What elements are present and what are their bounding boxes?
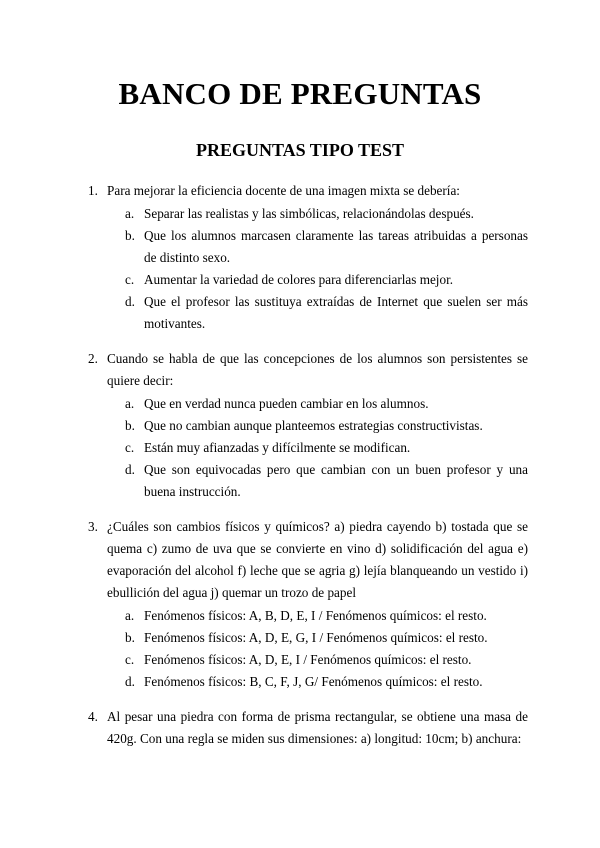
option-text: Que el profesor las sustituya extraídas de Internet que suelen ser más motivantes. (144, 294, 528, 331)
option-letter: b. (125, 228, 135, 243)
option-letter: d. (125, 294, 135, 309)
option-letter: d. (125, 462, 135, 477)
option-text: Aumentar la variedad de colores para diferenciarlas mejor. (144, 272, 454, 287)
option-text: Fenómenos físicos: A, D, E, I / Fenómenos químicos: el resto. (144, 652, 472, 667)
question-number: 4. (88, 709, 98, 724)
question-2 (88, 348, 528, 503)
option-letter: b. (125, 630, 135, 645)
option-c (107, 649, 528, 671)
option-a (107, 203, 528, 225)
option-text: Que son equivocadas pero que cambian con un buen profesor y una buena instrucción. (144, 462, 528, 499)
option-text: Que los alumnos marcasen claramente las tareas atribuidas a personas de distinto sexo. (144, 228, 528, 265)
option-letter: c. (125, 652, 135, 667)
question-text: Cuando se habla de que las concepciones de los alumnos son persistentes se quiere decir: (107, 351, 528, 388)
option-d (107, 291, 528, 335)
question-number: 2. (88, 351, 98, 366)
option-letter: c. (125, 440, 135, 455)
option-text: Fenómenos físicos: B, C, F, J, G/ Fenómenos químicos: el resto. (144, 674, 483, 689)
option-list (107, 203, 528, 335)
option-text: Fenómenos físicos: A, B, D, E, I / Fenómenos químicos: el resto. (144, 608, 487, 623)
option-b (107, 225, 528, 269)
option-a (107, 393, 528, 415)
option-a (107, 605, 528, 627)
question-text: Para mejorar la eficiencia docente de una imagen mixta se debería: (107, 183, 460, 198)
option-text: Que en verdad nunca pueden cambiar en los alumnos. (144, 396, 429, 411)
question-4 (88, 706, 528, 750)
question-3 (88, 516, 528, 693)
option-list (107, 393, 528, 503)
page-title: BANCO DE PREGUNTAS (118, 76, 482, 111)
question-1 (88, 180, 528, 335)
option-b (107, 415, 528, 437)
option-letter: c. (125, 272, 135, 287)
option-list (107, 605, 528, 693)
option-b (107, 627, 528, 649)
option-letter: a. (125, 206, 135, 221)
option-text: Están muy afianzadas y difícilmente se modifican. (144, 440, 411, 455)
option-letter: a. (125, 608, 135, 623)
question-list (88, 180, 528, 763)
question-text: Al pesar una piedra con forma de prisma rectangular, se obtiene una masa de 420g. Con una regla se miden sus dimensiones: a) longitud: 10cm; b) anchura: (107, 709, 528, 746)
section-subtitle: PREGUNTAS TIPO TEST (195, 140, 405, 160)
option-text: Que no cambian aunque planteemos estrategias constructivistas. (144, 418, 483, 433)
question-text: ¿Cuáles son cambios físicos y químicos? a) piedra cayendo b) tostada que se quema c) zumo de uva que se convierte en vino d) solidificación del agua e) evaporación del alcohol f) leche que se agria g) lejía blanqueando un vestido i) ebullición del agua j) quemar un trozo de papel (107, 519, 528, 600)
option-c (107, 269, 528, 291)
option-letter: b. (125, 418, 135, 433)
option-letter: d. (125, 674, 135, 689)
question-number: 3. (88, 519, 98, 534)
option-text: Fenómenos físicos: A, D, E, G, I / Fenómenos químicos: el resto. (144, 630, 488, 645)
question-number: 1. (88, 183, 98, 198)
option-letter: a. (125, 396, 135, 411)
option-text: Separar las realistas y las simbólicas, relacionándolas después. (144, 206, 474, 221)
option-d (107, 671, 528, 693)
option-d (107, 459, 528, 503)
option-c (107, 437, 528, 459)
